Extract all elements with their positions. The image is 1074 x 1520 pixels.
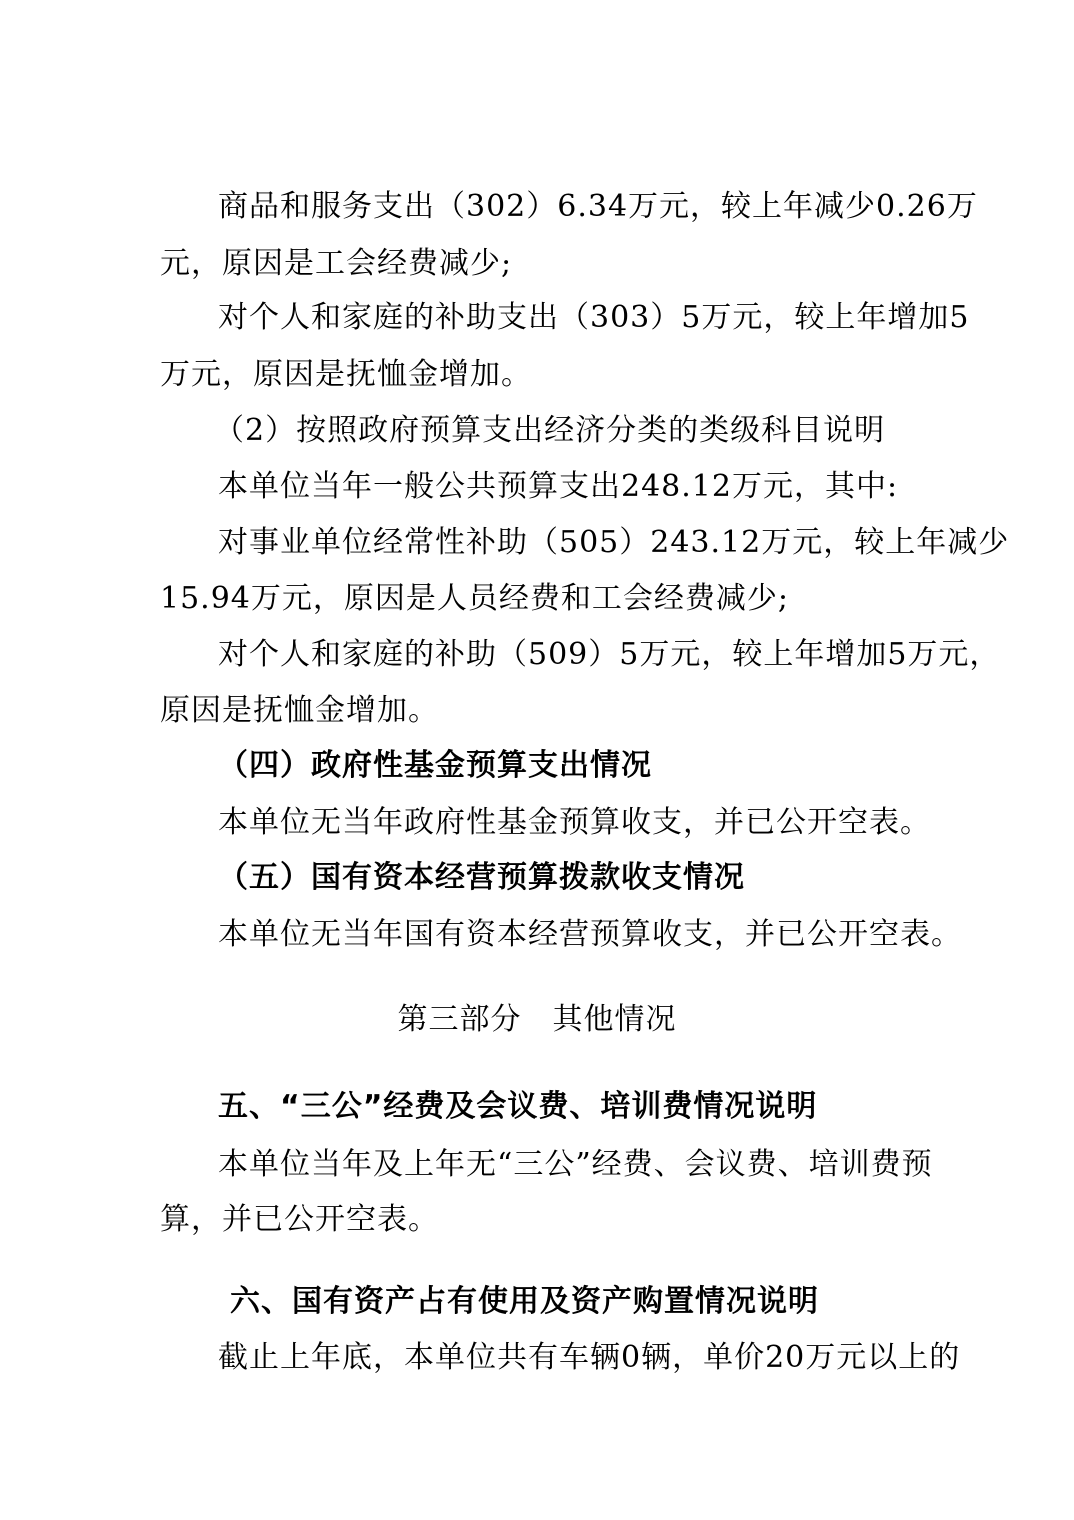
paragraph-line: 算，并已公开空表。 (160, 1202, 439, 1237)
section-heading: 五、“三公”经费及会议费、培训费情况说明 (218, 1089, 818, 1124)
paragraph-line: 本单位当年一般公共预算支出248.12万元，其中: (218, 469, 899, 504)
paragraph-line: 原因是抚恤金增加。 (160, 693, 439, 728)
paragraph-line: 对个人和家庭的补助（509）5万元，较上年增加5万元， (218, 637, 1001, 672)
section-heading: （五）国有资本经营预算拨款收支情况 (218, 860, 745, 895)
subsection-heading: （2）按照政府预算支出经济分类的类级科目说明 (214, 413, 886, 448)
paragraph-line: 本单位无当年政府性基金预算收支，并已公开空表。 (218, 805, 931, 840)
paragraph-line: 元，原因是工会经费减少; (160, 246, 513, 281)
paragraph-line: 截止上年底，本单位共有车辆0辆，单价20万元以上的 (218, 1340, 961, 1375)
part-title: 第三部分 其他情况 (397, 1002, 677, 1037)
paragraph-line: 对事业单位经常性补助（505）243.12万元，较上年减少 (218, 525, 1010, 560)
paragraph-line: 15.94万元，原因是人员经费和工会经费减少; (160, 581, 789, 616)
section-heading: 六、国有资产占有使用及资产购置情况说明 (230, 1284, 819, 1319)
paragraph-line: 本单位当年及上年无“三公”经费、会议费、培训费预 (218, 1147, 933, 1182)
paragraph-line: 万元，原因是抚恤金增加。 (160, 357, 532, 392)
paragraph-line: 商品和服务支出（302）6.34万元，较上年减少0.26万 (218, 189, 978, 224)
paragraph-line: 本单位无当年国有资本经营预算收支，并已公开空表。 (218, 917, 962, 952)
paragraph-line: 对个人和家庭的补助支出（303）5万元，较上年增加5 (218, 300, 970, 335)
section-heading: （四）政府性基金预算支出情况 (218, 748, 652, 783)
